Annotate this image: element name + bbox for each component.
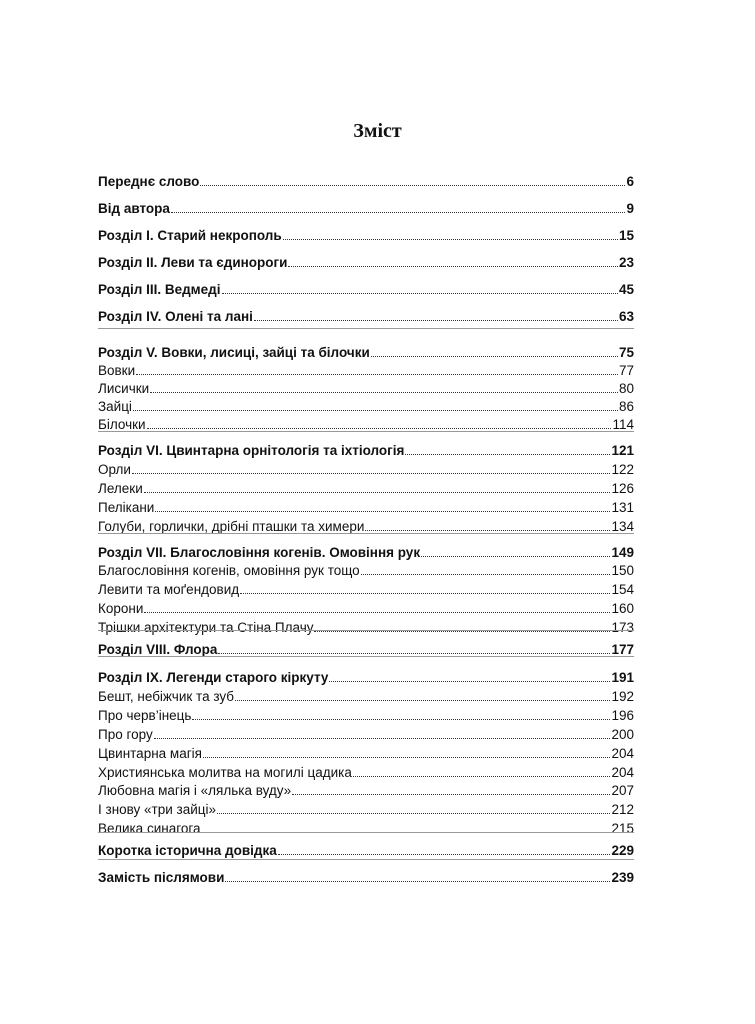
dot-leader [240, 593, 610, 594]
dot-leader [329, 681, 610, 682]
toc-entry[interactable] [98, 665, 634, 685]
dot-leader [405, 454, 610, 455]
toc-entry-label: Левити та моґендовид [98, 582, 240, 597]
dot-leader [365, 530, 610, 531]
toc-entry[interactable] [98, 596, 634, 616]
toc-entry[interactable] [98, 558, 634, 578]
toc-entry[interactable] [98, 514, 634, 534]
toc-entry-page-number: 212 [611, 802, 634, 817]
toc-entry-page-number: 63 [618, 309, 634, 324]
toc-entry-page-number: 154 [611, 582, 634, 597]
section-divider [98, 431, 634, 432]
toc-entry-label: Розділ III. Ведмеді [98, 282, 221, 297]
toc-entry[interactable] [98, 797, 634, 817]
page-title: Зміст [353, 120, 402, 142]
toc-entry-label: Розділ VI. Цвинтарна орнітологія та іхтіологія [98, 443, 405, 458]
toc-entry-label: Любовна магія і «лялька вуду» [98, 783, 292, 798]
toc-entry-label: Розділ IX. Легенди старого кіркуту [98, 670, 329, 685]
toc-entry-label: Орли [98, 462, 131, 477]
toc-entry[interactable] [98, 741, 634, 761]
dot-leader [154, 738, 611, 739]
toc-entry-page-number: 192 [611, 689, 634, 704]
dot-leader [203, 757, 611, 758]
toc-entry-label: Трішки архітектури та Стіна Плачу [98, 620, 314, 635]
toc-entry-page-number: 134 [611, 519, 634, 534]
toc-entry-label: Цвинтарна магія [98, 746, 202, 761]
toc-entry-label: Про черв’інець [98, 708, 192, 723]
dot-leader [283, 239, 618, 240]
toc-entry-label: Зайці [98, 399, 132, 414]
toc-entry-page-number: 114 [612, 417, 634, 432]
dot-leader [288, 266, 618, 267]
toc-entry-page-number: 215 [611, 821, 634, 836]
toc-entry[interactable] [98, 637, 634, 657]
toc-entry[interactable] [98, 340, 634, 360]
toc-entry-page-number: 229 [611, 843, 634, 858]
toc-entry-label: Лелеки [98, 481, 143, 496]
dot-leader [200, 185, 625, 186]
toc-entry-page-number: 122 [611, 462, 634, 477]
toc-entry-label: Бешт, небіжчик та зуб [98, 689, 235, 704]
toc-entry-page-number: 204 [611, 765, 634, 780]
dot-leader [171, 212, 626, 213]
toc-entry[interactable] [98, 722, 634, 742]
toc-entry[interactable] [98, 196, 634, 216]
toc-entry[interactable] [98, 540, 634, 560]
toc-entry-label: Розділ I. Старий некрополь [98, 228, 282, 243]
toc-entry-label: Білочки [98, 417, 146, 432]
dot-leader [235, 700, 610, 701]
toc-entry-page-number: 177 [611, 642, 634, 657]
toc-entry-label: Розділ IV. Олені та лані [98, 309, 253, 324]
toc-entry-label: Розділ VII. Благословіння когенів. Омовіння рук [98, 545, 421, 560]
toc-entry[interactable] [98, 495, 634, 515]
toc-entry-label: Про гору [98, 727, 153, 742]
toc-entry-label: Коротка історична довідка [98, 843, 277, 858]
toc-entry-page-number: 239 [611, 870, 634, 885]
dot-leader [136, 374, 618, 375]
dot-leader [217, 813, 610, 814]
dot-leader [144, 492, 611, 493]
toc-entry[interactable] [98, 816, 634, 836]
toc-entry-label: І знову «три зайці» [98, 802, 216, 817]
toc-entry-page-number: 121 [611, 443, 634, 458]
toc-entry-page-number: 86 [618, 399, 634, 414]
dot-leader [150, 392, 618, 393]
toc-entry[interactable] [98, 277, 634, 297]
dot-leader [222, 293, 618, 294]
dot-leader [192, 719, 610, 720]
toc-entry-page-number: 45 [618, 282, 634, 297]
dot-leader [147, 428, 612, 429]
dot-leader [254, 320, 618, 321]
toc-entry[interactable] [98, 760, 634, 780]
toc-entry-page-number: 6 [626, 174, 634, 189]
toc-entry[interactable] [98, 476, 634, 496]
dot-leader [225, 881, 610, 882]
toc-entry-label: Від автора [98, 201, 170, 216]
dot-leader [371, 356, 618, 357]
dot-leader [292, 794, 610, 795]
toc-entry-page-number: 150 [611, 563, 634, 578]
dot-leader [353, 776, 611, 777]
dot-leader [314, 631, 610, 632]
toc-entry-page-number: 80 [618, 381, 634, 396]
dot-leader [144, 612, 610, 613]
toc-entry[interactable] [98, 169, 634, 189]
toc-entry-page-number: 77 [618, 363, 634, 378]
toc-entry-page-number: 207 [611, 783, 634, 798]
toc-entry[interactable] [98, 838, 634, 858]
dot-leader [133, 410, 618, 411]
toc-entry-label: Лисички [98, 381, 150, 396]
toc-entry-page-number: 75 [618, 345, 634, 360]
toc-entry-label: Пелікани [98, 500, 155, 515]
toc-entry-label: Християнська молитва на могилі цадика [98, 765, 352, 780]
toc-entry[interactable] [98, 438, 634, 458]
toc-entry[interactable] [98, 703, 634, 723]
toc-entry[interactable] [98, 250, 634, 270]
toc-entry[interactable] [98, 358, 634, 378]
toc-entry[interactable] [98, 684, 634, 704]
section-divider [98, 630, 634, 631]
toc-entry-page-number: 126 [611, 481, 634, 496]
toc-entry-page-number: 9 [626, 201, 634, 216]
toc-entry-page-number: 196 [611, 708, 634, 723]
toc-entry[interactable] [98, 615, 634, 635]
dot-leader [278, 854, 611, 855]
toc-entry[interactable] [98, 376, 634, 396]
toc-entry-label: Голуби, горлички, дрібні пташки та химери [98, 519, 365, 534]
toc-entry[interactable] [98, 394, 634, 414]
toc-entry-page-number: 131 [611, 500, 634, 515]
toc-entry-label: Велика синагога [98, 821, 201, 836]
dot-leader [361, 574, 611, 575]
section-divider [98, 859, 634, 860]
section-divider [98, 832, 634, 833]
toc-entry[interactable] [98, 778, 634, 798]
toc-entry[interactable] [98, 223, 634, 243]
toc-entry-label: Замість післямови [98, 870, 225, 885]
toc-entry[interactable] [98, 577, 634, 597]
toc-entry-page-number: 23 [618, 255, 634, 270]
toc-entry-page-number: 149 [611, 545, 634, 560]
toc-entry[interactable] [98, 412, 634, 432]
dot-leader [421, 556, 610, 557]
toc-entry-page-number: 173 [611, 620, 634, 635]
toc-entry-page-number: 15 [618, 228, 634, 243]
toc-entry-label: Розділ II. Леви та єдинороги [98, 255, 288, 270]
toc-entry[interactable] [98, 865, 634, 885]
toc-entry-page-number: 200 [611, 727, 634, 742]
toc-entry-label: Розділ V. Вовки, лисиці, зайці та білочки [98, 345, 370, 360]
toc-entry-page-number: 204 [611, 746, 634, 761]
toc-entry[interactable] [98, 457, 634, 477]
toc-entry-label: Корони [98, 601, 144, 616]
toc-entry-label: Переднє слово [98, 174, 200, 189]
toc-entry-label: Благословіння когенів, омовіння рук тощо [98, 563, 360, 578]
dot-leader [155, 511, 610, 512]
section-divider [98, 328, 634, 329]
dot-leader [218, 653, 610, 654]
toc-entry-label: Вовки [98, 363, 136, 378]
toc-entry-page-number: 160 [611, 601, 634, 616]
toc-entry-page-number: 191 [611, 670, 634, 685]
toc-entry-label: Розділ VIII. Флора [98, 642, 218, 657]
section-divider [98, 533, 634, 534]
section-divider [98, 656, 634, 657]
toc-entry[interactable] [98, 304, 634, 324]
dot-leader [132, 473, 611, 474]
